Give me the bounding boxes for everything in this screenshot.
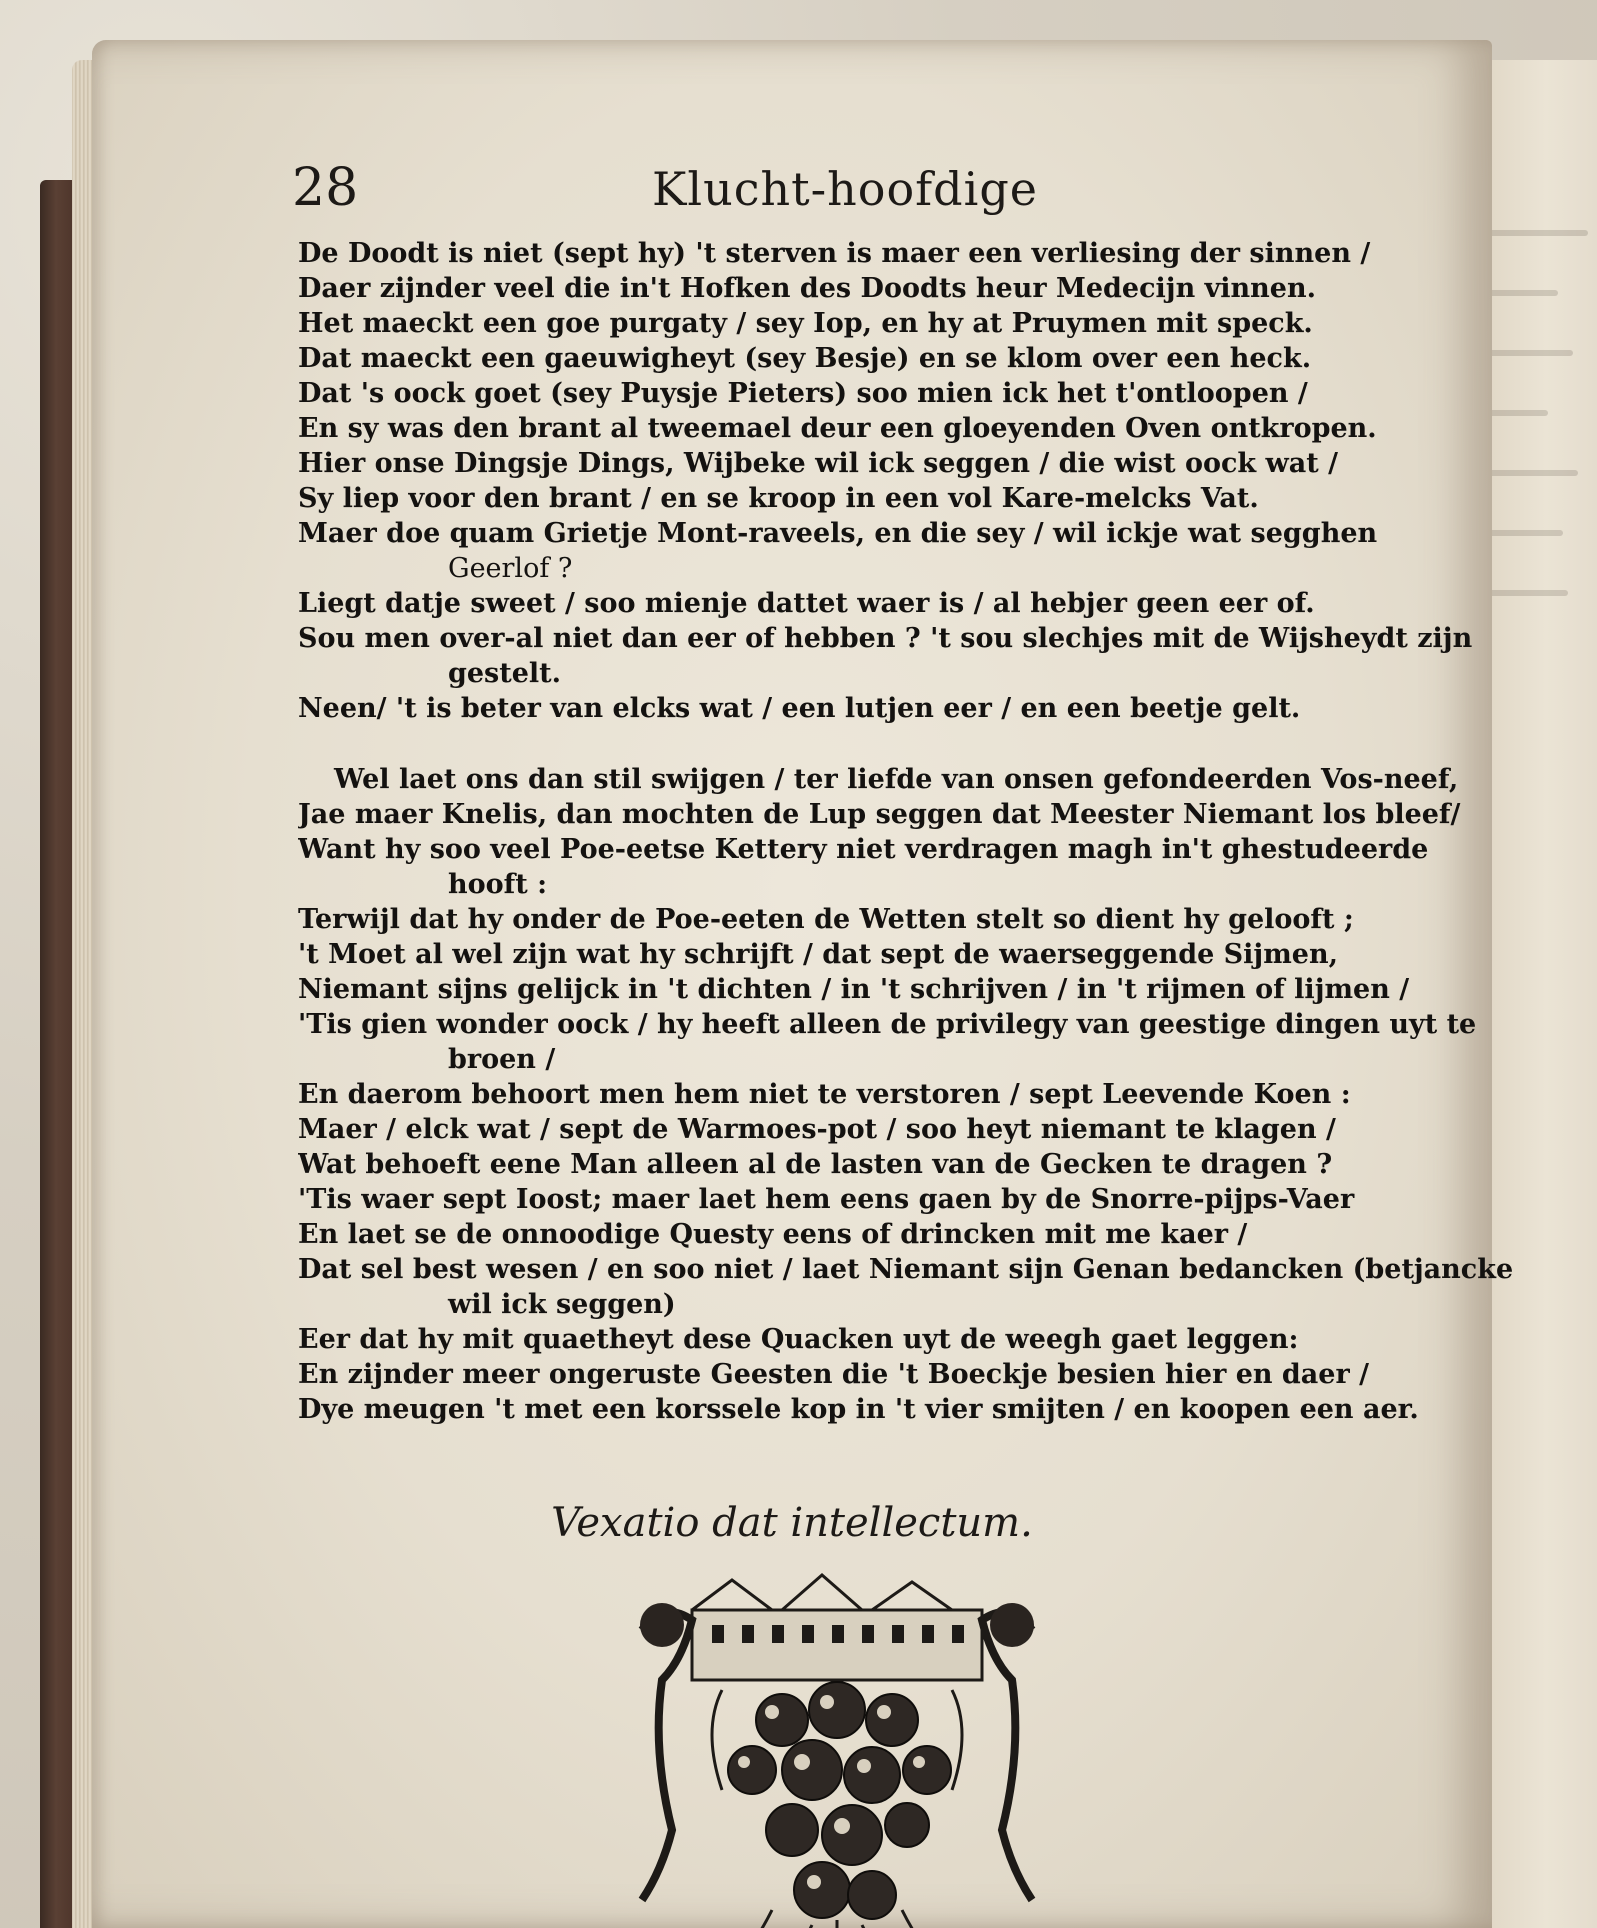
text-line: En sy was den brant al tweemael deur een gloeyenden Oven ontkropen. (298, 413, 1377, 444)
text-line: Dat maeckt een gaeuwigheyt (sey Besje) en se klom over een heck. (298, 343, 1312, 374)
stanza-gap (298, 726, 1528, 762)
text-line: Wat behoeft eene Man alleen al de lasten van de Gecken te dragen ? (298, 1149, 1333, 1180)
text-line: Sou men over-al niet dan eer of hebben ? 't sou slechjes mit de Wijsheydt zijn (298, 623, 1473, 654)
text-line: Hier onse Dingsje Dings, Wijbeke wil ick seggen / die wist oock wat / (298, 448, 1339, 479)
text-line: En zijnder meer ongeruste Geesten die 't Boeckje besien hier en daer / (298, 1359, 1369, 1390)
motto: Vexatio dat intellectum. (551, 1500, 1033, 1546)
book-page (92, 40, 1514, 1928)
text-line: hooft : (448, 869, 548, 900)
text-line: Jae maer Knelis, dan mochten de Lup seggen dat Meester Niemant los bleef/ (298, 799, 1461, 830)
text-line: Terwijl dat hy onder de Poe-eeten de Wetten stelt so dient hy gelooft ; (298, 904, 1354, 935)
text-line: Maer doe quam Grietje Mont-raveels, en die sey / wil ickje wat segghen (298, 518, 1378, 549)
text-line: Sy liep voor den brant / en se kroop in een vol Kare-melcks Vat. (298, 483, 1259, 514)
text-line: Neen/ 't is beter van elcks wat / een lutjen eer / en een beetje gelt. (298, 693, 1301, 724)
text-line: Liegt datje sweet / soo mienje dattet waer is / al hebjer geen eer of. (298, 588, 1315, 619)
page-number: 28 (292, 158, 359, 218)
text-line: En laet se de onnoodige Questy eens of drincken mit me kaer / (298, 1219, 1248, 1250)
text-line: wil ick seggen) (448, 1289, 676, 1320)
text-line: gestelt. (448, 658, 562, 689)
text-line: Want hy soo veel Poe-eetse Kettery niet verdragen magh in't ghestudeerde (298, 834, 1429, 865)
text-line: Dat 's oock goet (sey Puysje Pieters) soo mien ick het t'ontloopen / (298, 378, 1308, 409)
page-header (292, 158, 1292, 248)
text-line: Het maeckt een goe purgaty / sey Iop, en hy at Pruymen mit speck. (298, 308, 1313, 339)
text-line: De Doodt is niet (sept hy) 't sterven is maer een verliesing der sinnen / (298, 238, 1371, 269)
poem-text (298, 236, 1528, 1427)
text-line: Dye meugen 't met een korssele kop in 't vier smijten / en koopen een aer. (298, 1394, 1419, 1425)
text-line: 'Tis waer sept Ioost; maer laet hem eens gaen by de Snorre-pijps-Vaer (298, 1184, 1355, 1215)
woodcut-ornament (622, 1570, 1052, 1928)
text-line: Eer dat hy mit quaetheyt dese Quacken uyt de weegh gaet leggen: (298, 1324, 1299, 1355)
text-line: Maer / elck wat / sept de Warmoes-pot / soo heyt niemant te klagen / (298, 1114, 1336, 1145)
text-line: 'Tis gien wonder oock / hy heeft alleen de privilegy van geestige dingen uyt te (298, 1009, 1477, 1040)
text-line: Wel laet ons dan stil swijgen / ter liefde van onsen gefondeerden Vos-neef, (334, 764, 1459, 795)
text-line: Daer zijnder veel die in't Hofken des Doodts heur Medecijn vinnen. (298, 273, 1317, 304)
text-line: En daerom behoort men hem niet te verstoren / sept Leevende Koen : (298, 1079, 1351, 1110)
text-line: Dat sel best wesen / en soo niet / laet Niemant sijn Genan bedancken (betjancke (298, 1254, 1514, 1285)
text-line: Geerlof ? (448, 553, 573, 584)
text-line: broen / (448, 1044, 556, 1075)
text-line: 't Moet al wel zijn wat hy schrijft / dat sept de waerseggende Sijmen, (298, 939, 1338, 970)
text-line: Niemant sijns gelijck in 't dichten / in 't schrijven / in 't rijmen of lijmen / (298, 974, 1410, 1005)
running-title: Klucht-hoofdige (652, 162, 1038, 216)
